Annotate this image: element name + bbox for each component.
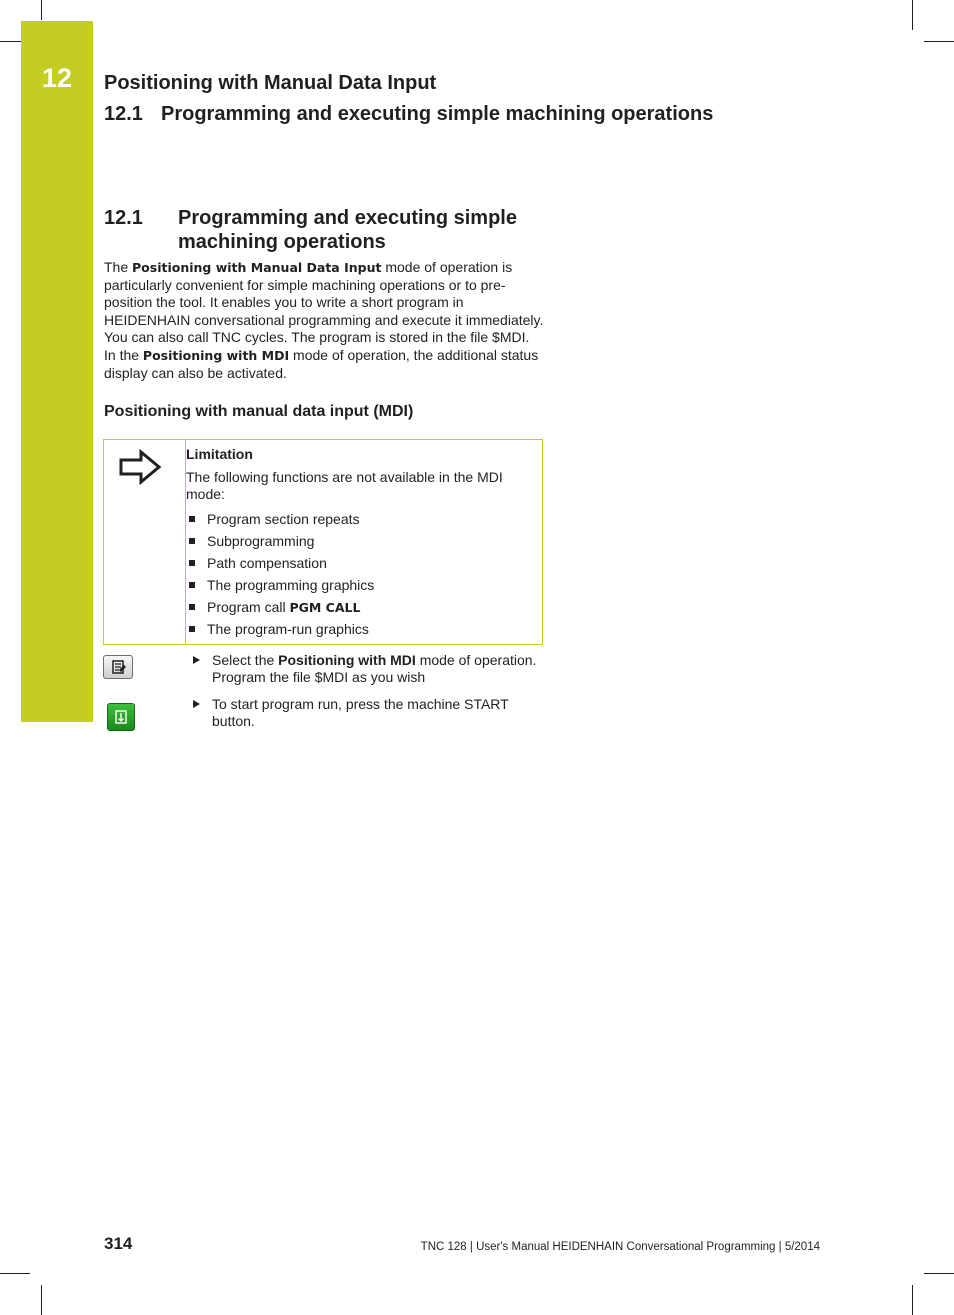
bullet-square-icon	[189, 538, 195, 544]
footer-text: TNC 128 | User's Manual HEIDENHAIN Conversational Programming | 5/2014	[420, 1241, 820, 1253]
intro-text: mode of operation, the additional status display can also be activated.	[104, 346, 539, 381]
list-item-text: Subprogramming	[207, 532, 315, 549]
note-intro: The following functions are not available in the MDI mode:	[186, 468, 503, 503]
chapter-number: 12	[41, 63, 73, 93]
list-item	[186, 508, 536, 530]
step-arrow-icon	[193, 700, 200, 708]
section-number: 12.1	[104, 207, 143, 229]
crop-mark	[0, 41, 21, 42]
intro-text: The	[104, 259, 133, 275]
mode-short-name: Positioning with MDI	[142, 347, 290, 363]
crop-mark	[41, 0, 42, 20]
subsection-heading: Positioning with manual data input (MDI)	[104, 403, 414, 420]
list-item	[186, 596, 536, 618]
running-section-title: Programming and executing simple machining operations	[161, 103, 714, 125]
step-text: Select the	[212, 652, 279, 668]
list-item	[186, 618, 536, 640]
list-item	[186, 530, 536, 552]
intro-text: mode of operation is particularly convenient for simple machining operations or to pre-position the tool. It enables you to write a short program in HEIDENHAIN conversational programming and execute it immediately. You can also call TNC cycles. The program is stored in the file $MDI. In the	[104, 259, 544, 363]
nc-start-key-icon	[107, 703, 135, 731]
note-title: Limitation	[186, 446, 253, 462]
step-start-program	[193, 696, 552, 730]
crop-mark	[912, 0, 913, 30]
limitation-list	[186, 508, 536, 640]
crop-mark	[924, 41, 954, 42]
running-section-header	[104, 103, 713, 126]
pgm-call-code: PGM CALL	[289, 599, 361, 615]
section-title: Programming and executing simple machining operations	[178, 207, 517, 253]
mdi-key-symbol-icon	[104, 656, 132, 678]
list-item-text: The programming graphics	[207, 576, 375, 593]
list-item	[186, 574, 536, 596]
list-item-text: Program section repeats	[207, 510, 360, 527]
step-arrow-icon	[193, 656, 200, 664]
step-select-mdi	[193, 652, 552, 686]
running-section-number: 12.1	[104, 103, 143, 125]
crop-mark	[0, 1273, 30, 1274]
step-text: To start program run, press the machine START button.	[212, 696, 509, 729]
mode-name: Positioning with Manual Data Input	[132, 260, 382, 275]
note-content	[186, 446, 536, 640]
start-symbol-icon	[108, 704, 134, 730]
bullet-square-icon	[189, 582, 195, 588]
chapter-tab	[21, 21, 93, 722]
intro-paragraph	[104, 259, 544, 382]
step-text: mode of operation. Program the file $MDI as you wish	[212, 652, 537, 685]
list-item-text: The program-run graphics	[207, 620, 369, 637]
bullet-square-icon	[189, 604, 195, 610]
list-item-text: Program call	[207, 598, 290, 615]
list-item	[186, 552, 536, 574]
chapter-title: Positioning with Manual Data Input	[104, 72, 437, 94]
crop-mark	[912, 1285, 913, 1315]
bullet-square-icon	[189, 626, 195, 632]
mdi-mode-key-icon	[103, 655, 133, 679]
crop-mark	[41, 1285, 42, 1315]
right-arrow-icon	[118, 449, 164, 485]
list-item-text: Path compensation	[207, 554, 327, 571]
step-mode-name: Positioning with MDI	[278, 652, 416, 668]
crop-mark	[924, 1273, 954, 1274]
bullet-square-icon	[189, 516, 195, 522]
bullet-square-icon	[189, 560, 195, 566]
page-number: 314	[104, 1234, 133, 1253]
